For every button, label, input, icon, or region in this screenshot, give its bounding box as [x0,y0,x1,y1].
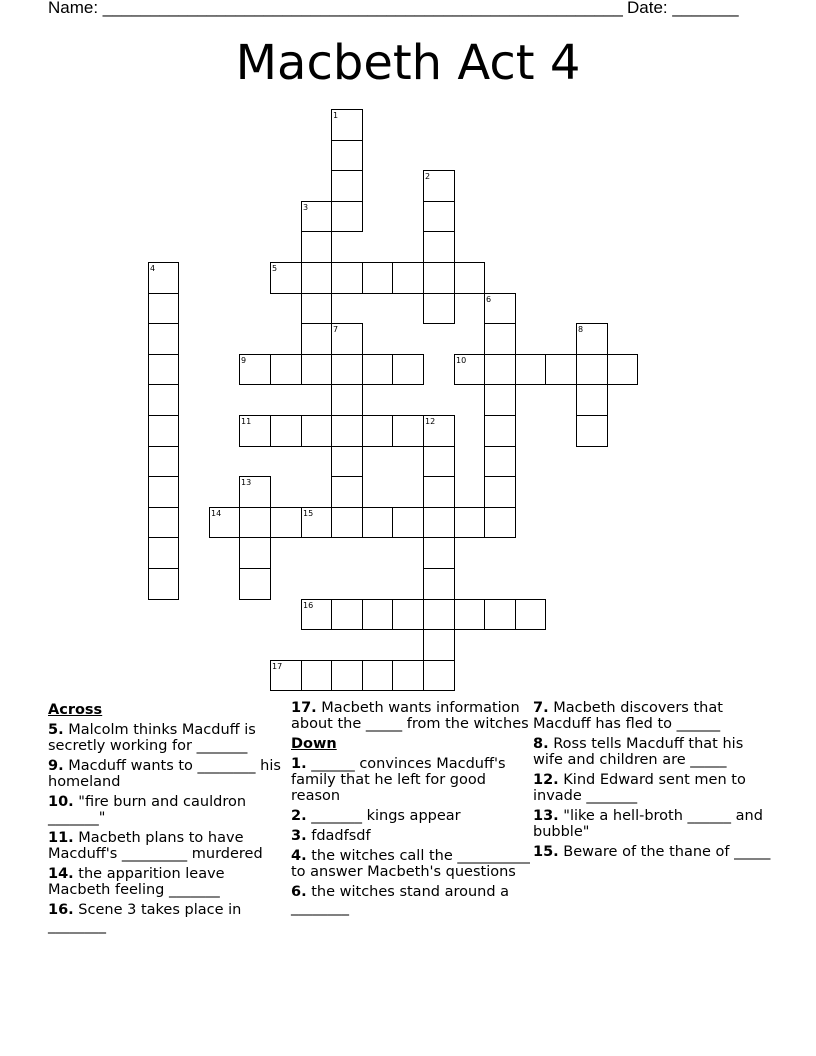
clue-item [533,808,773,840]
crossword-cell[interactable] [270,507,302,538]
crossword-cell[interactable] [301,262,332,294]
crossword-cell[interactable] [301,415,332,447]
clue-text: _______ kings appear [306,808,461,824]
crossword-cell[interactable] [392,660,424,691]
page-title: Macbeth Act 4 [235,35,581,91]
cell-number: 8 [578,325,584,334]
clue-number: 10. [48,794,74,810]
crossword-cell[interactable] [331,262,363,294]
clue-number: 17. [291,700,317,716]
clue-column-3 [533,700,773,864]
clue-text: "fire burn and cauldron _______" [48,794,247,826]
crossword-cell[interactable] [331,660,363,691]
clue-text: Scene 3 takes place in ________ [48,902,242,934]
crossword-cell[interactable] [301,660,332,691]
clue-text: ______ convinces Macduff's family that he left for good reason [291,756,506,804]
crossword-cell[interactable] [423,629,455,661]
crossword-cell[interactable] [362,354,393,385]
crossword-cell[interactable] [423,293,455,324]
clue-text: Macduff wants to ________ his homeland [48,758,281,790]
cell-number: 2 [425,172,431,181]
clue-text: fdadfsdf [306,828,371,844]
clue-item [533,736,773,768]
crossword-cell[interactable] [362,415,393,447]
crossword-cell[interactable] [331,170,363,202]
clue-item [291,848,531,880]
clue-number: 4. [291,848,307,864]
clue-number: 3. [291,828,307,844]
clue-text: Kind Edward sent men to invade _______ [533,772,746,804]
crossword-cell[interactable] [331,446,363,477]
clue-item [291,700,531,732]
date-field: Date: _______ [627,0,739,17]
clue-text: the apparition leave Macbeth feeling _______ [48,866,225,898]
crossword-cell[interactable] [148,476,179,508]
across-heading: Across [48,702,103,718]
clue-number: 1. [291,756,307,772]
crossword-cell[interactable] [331,476,363,508]
clue-text: Macbeth plans to have Macduff's _________ murdered [48,830,263,862]
cell-number: 14 [211,509,222,518]
crossword-cell[interactable] [392,599,424,630]
crossword-cell[interactable] [423,568,455,600]
crossword-cell[interactable] [607,354,638,385]
crossword-cell[interactable] [423,231,455,263]
crossword-cell[interactable] [576,354,608,385]
clue-number: 5. [48,722,64,738]
clue-number: 16. [48,902,74,918]
crossword-cell[interactable] [423,599,455,630]
clue-number: 8. [533,736,549,752]
crossword-cell[interactable] [423,262,455,294]
crossword-cell[interactable] [515,354,546,385]
clue-item [48,902,288,934]
crossword-cell[interactable] [362,660,393,691]
clue-text: Beware of the thane of _____ [558,844,771,860]
crossword-cell[interactable] [331,507,363,538]
crossword-cell[interactable] [362,599,393,630]
crossword-cell[interactable] [392,354,424,385]
crossword-cell[interactable] [239,568,271,600]
cell-number: 13 [241,478,252,487]
crossword-cell[interactable] [484,599,516,630]
clue-item [291,884,531,916]
crossword-cell[interactable] [484,415,516,447]
clue-column-2 [291,700,531,920]
crossword-cell[interactable] [331,415,363,447]
crossword-cell[interactable] [148,354,179,385]
crossword-cell[interactable] [362,262,393,294]
crossword-cell[interactable] [423,537,455,569]
crossword-cell[interactable] [148,415,179,447]
clue-number: 7. [533,700,549,716]
clue-item [533,700,773,732]
crossword-cell[interactable] [148,446,179,477]
crossword-cell[interactable] [301,231,332,263]
crossword-cell[interactable] [148,568,179,600]
crossword-cell[interactable] [484,384,516,416]
crossword-cell[interactable] [423,660,455,691]
cell-number: 1 [333,111,339,120]
cell-number: 7 [333,325,339,334]
crossword-cell[interactable] [239,507,271,538]
crossword-cell[interactable] [515,599,546,630]
crossword-cell[interactable] [331,599,363,630]
name-field: Name: _______________________________________________________ [48,0,623,17]
clue-column-1 [48,700,288,938]
cell-number: 6 [486,295,492,304]
clue-number: 14. [48,866,74,882]
crossword-cell[interactable] [423,201,455,232]
crossword-cell[interactable] [301,323,332,355]
crossword-cell[interactable] [454,262,485,294]
clue-text: Malcolm thinks Macduff is secretly working for _______ [48,722,256,754]
clue-number: 6. [291,884,307,900]
clue-text: "like a hell-broth ______ and bubble" [533,808,763,840]
crossword-cell[interactable] [331,140,363,171]
crossword-cell[interactable] [423,446,455,477]
crossword-cell[interactable] [454,599,485,630]
cell-number: 17 [272,662,283,671]
cell-number: 16 [303,601,314,610]
clue-item [291,808,531,824]
cell-number: 9 [241,356,247,365]
clue-item [291,828,531,844]
crossword-cell[interactable] [148,293,179,324]
crossword-cell[interactable] [484,446,516,477]
crossword-cell[interactable] [148,323,179,355]
cell-number: 5 [272,264,278,273]
clue-item [533,772,773,804]
crossword-cell[interactable] [484,507,516,538]
clue-item [291,756,531,804]
crossword-cell[interactable] [301,354,332,385]
crossword-cell[interactable] [545,354,577,385]
clue-item [533,844,773,860]
crossword-cell[interactable] [331,384,363,416]
crossword-cell[interactable] [392,507,424,538]
crossword-cell[interactable] [148,384,179,416]
clue-number: 11. [48,830,74,846]
clue-text: Ross tells Macduff that his wife and children are _____ [533,736,744,768]
cell-number: 10 [456,356,467,365]
clue-number: 2. [291,808,307,824]
cell-number: 15 [303,509,314,518]
crossword-cell[interactable] [239,537,271,569]
clue-number: 9. [48,758,64,774]
clue-text: the witches stand around a ________ [291,884,510,916]
crossword-cell[interactable] [454,507,485,538]
crossword-cell[interactable] [484,354,516,385]
crossword-cell[interactable] [331,201,363,232]
clue-item [48,866,288,898]
clue-text: Macbeth discovers that Macduff has fled to ______ [533,700,723,732]
cell-number: 11 [241,417,252,426]
crossword-cell[interactable] [148,537,179,569]
cell-number: 4 [150,264,156,273]
down-heading: Down [291,736,337,752]
crossword-cell[interactable] [362,507,393,538]
crossword-cell[interactable] [576,415,608,447]
clue-item [48,794,288,826]
clue-number: 12. [533,772,559,788]
crossword-cell[interactable] [301,293,332,324]
clue-item [48,722,288,754]
cell-number: 12 [425,417,436,426]
clue-item [48,830,288,862]
crossword-cell[interactable] [270,354,302,385]
crossword-cell[interactable] [270,415,302,447]
clue-text: the witches call the __________ to answer Macbeth's questions [291,848,530,880]
clue-text: Macbeth wants information about the _____ from the witches [291,700,529,732]
crossword-cell[interactable] [392,415,424,447]
crossword-cell[interactable] [392,262,424,294]
crossword-cell[interactable] [576,384,608,416]
crossword-cell[interactable] [331,354,363,385]
clue-item [48,758,288,790]
clue-number: 13. [533,808,559,824]
cell-number: 3 [303,203,309,212]
crossword-cell[interactable] [423,476,455,508]
crossword-cell[interactable] [423,507,455,538]
crossword-cell[interactable] [484,476,516,508]
crossword-cell[interactable] [484,323,516,355]
crossword-cell[interactable] [148,507,179,538]
clue-number: 15. [533,844,559,860]
